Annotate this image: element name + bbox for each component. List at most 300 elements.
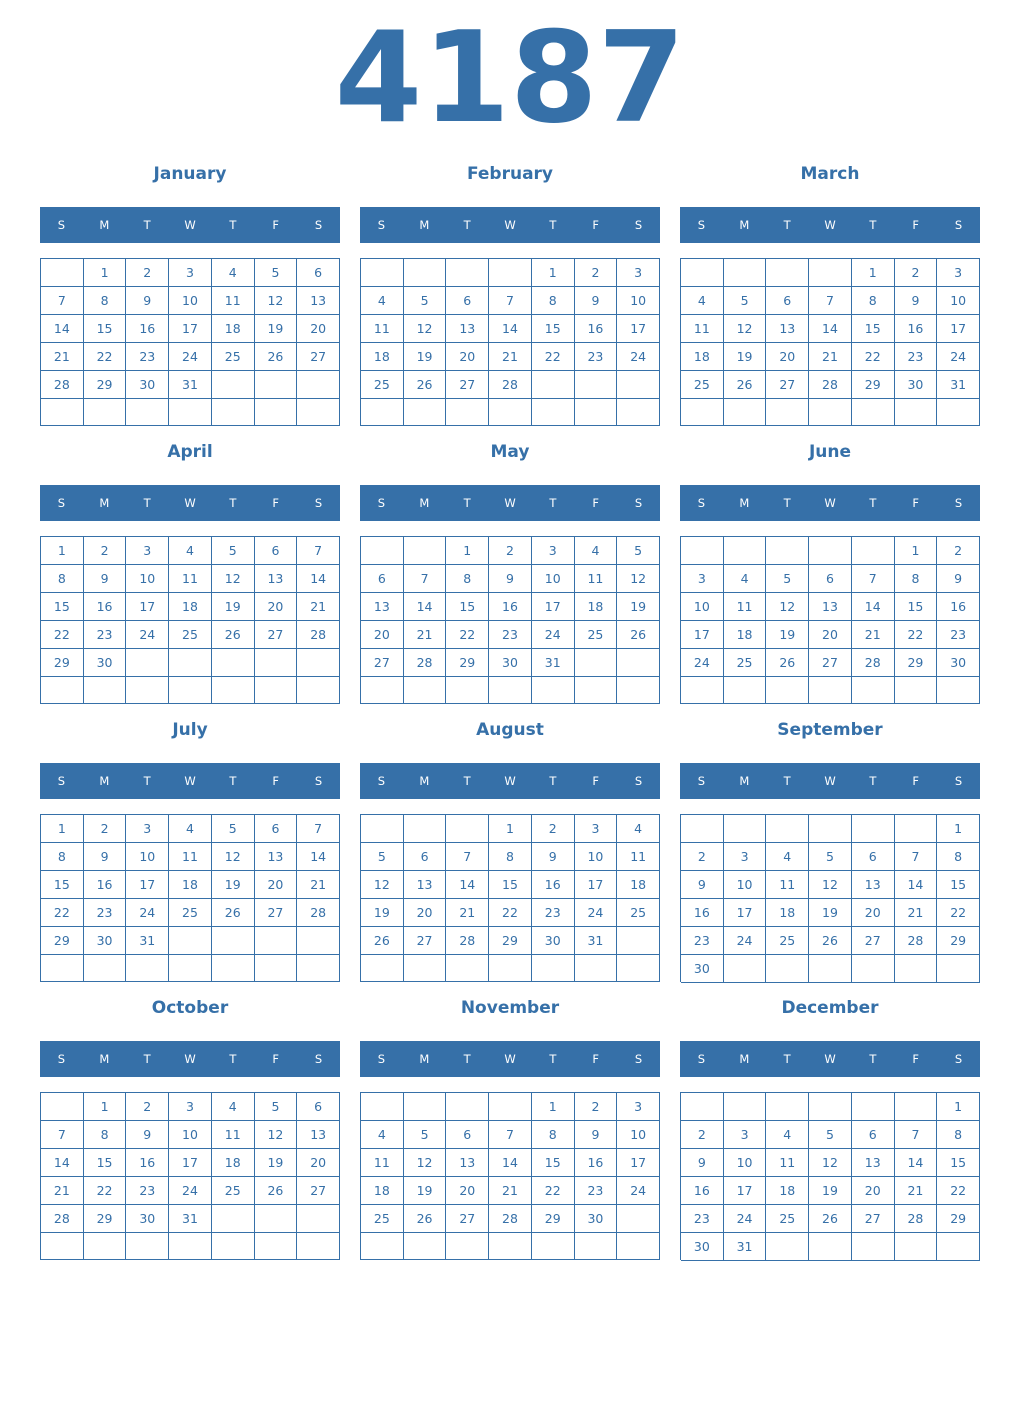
day-cell[interactable]: 16 [575,315,618,343]
day-cell[interactable]: 13 [255,843,298,871]
day-cell[interactable]: 11 [169,565,212,593]
day-cell[interactable]: 5 [404,287,447,315]
day-cell[interactable]: 9 [84,843,127,871]
day-cell[interactable]: 8 [41,843,84,871]
day-cell[interactable]: 23 [575,1177,618,1205]
day-cell[interactable]: 8 [446,565,489,593]
day-cell[interactable]: 31 [169,1205,212,1233]
day-cell[interactable]: 20 [852,1177,895,1205]
day-cell[interactable]: 11 [724,593,767,621]
day-cell[interactable]: 2 [937,537,980,565]
day-cell[interactable]: 12 [404,1149,447,1177]
day-cell[interactable]: 14 [489,315,532,343]
day-cell[interactable]: 13 [361,593,404,621]
day-cell[interactable]: 29 [852,371,895,399]
day-cell[interactable]: 27 [361,649,404,677]
day-cell[interactable]: 11 [617,843,660,871]
day-cell[interactable]: 19 [724,343,767,371]
day-cell[interactable]: 18 [212,1149,255,1177]
day-cell[interactable]: 10 [169,1121,212,1149]
day-cell[interactable]: 19 [361,899,404,927]
day-cell[interactable]: 8 [41,565,84,593]
day-cell[interactable]: 5 [361,843,404,871]
day-cell[interactable]: 2 [126,259,169,287]
day-cell[interactable]: 30 [126,1205,169,1233]
day-cell[interactable]: 24 [532,621,575,649]
day-cell[interactable]: 15 [446,593,489,621]
day-cell[interactable]: 14 [297,843,340,871]
day-cell[interactable]: 27 [766,371,809,399]
day-cell[interactable]: 18 [766,1177,809,1205]
day-cell[interactable]: 5 [766,565,809,593]
day-cell[interactable]: 9 [532,843,575,871]
day-cell[interactable]: 3 [169,259,212,287]
day-cell[interactable]: 8 [84,287,127,315]
day-cell[interactable]: 22 [532,343,575,371]
day-cell[interactable]: 28 [852,649,895,677]
day-cell[interactable]: 8 [489,843,532,871]
day-cell[interactable]: 18 [361,1177,404,1205]
day-cell[interactable]: 4 [169,537,212,565]
day-cell[interactable]: 21 [297,871,340,899]
day-cell[interactable]: 3 [532,537,575,565]
day-cell[interactable]: 10 [724,871,767,899]
day-cell[interactable]: 12 [617,565,660,593]
day-cell[interactable]: 23 [126,1177,169,1205]
day-cell[interactable]: 30 [681,955,724,983]
day-cell[interactable]: 24 [724,1205,767,1233]
day-cell[interactable]: 31 [724,1233,767,1261]
day-cell[interactable]: 15 [41,593,84,621]
day-cell[interactable]: 27 [255,899,298,927]
day-cell[interactable]: 8 [84,1121,127,1149]
day-cell[interactable]: 4 [212,1093,255,1121]
day-cell[interactable]: 11 [212,287,255,315]
day-cell[interactable]: 12 [361,871,404,899]
day-cell[interactable]: 28 [809,371,852,399]
day-cell[interactable]: 2 [532,815,575,843]
day-cell[interactable]: 28 [489,371,532,399]
day-cell[interactable]: 4 [575,537,618,565]
day-cell[interactable]: 29 [532,1205,575,1233]
day-cell[interactable]: 16 [84,871,127,899]
day-cell[interactable]: 7 [852,565,895,593]
day-cell[interactable]: 16 [532,871,575,899]
day-cell[interactable]: 23 [681,927,724,955]
day-cell[interactable]: 14 [404,593,447,621]
day-cell[interactable]: 22 [937,899,980,927]
day-cell[interactable]: 3 [617,259,660,287]
day-cell[interactable]: 26 [724,371,767,399]
day-cell[interactable]: 23 [84,899,127,927]
day-cell[interactable]: 11 [575,565,618,593]
day-cell[interactable]: 5 [255,259,298,287]
day-cell[interactable]: 9 [575,1121,618,1149]
day-cell[interactable]: 8 [895,565,938,593]
day-cell[interactable]: 10 [126,565,169,593]
day-cell[interactable]: 10 [681,593,724,621]
day-cell[interactable]: 14 [895,1149,938,1177]
day-cell[interactable]: 11 [361,1149,404,1177]
day-cell[interactable]: 13 [766,315,809,343]
day-cell[interactable]: 10 [532,565,575,593]
day-cell[interactable]: 30 [681,1233,724,1261]
day-cell[interactable]: 18 [212,315,255,343]
day-cell[interactable]: 30 [84,649,127,677]
day-cell[interactable]: 24 [126,899,169,927]
day-cell[interactable]: 1 [41,537,84,565]
day-cell[interactable]: 25 [681,371,724,399]
day-cell[interactable]: 7 [489,287,532,315]
day-cell[interactable]: 1 [532,1093,575,1121]
day-cell[interactable]: 17 [681,621,724,649]
day-cell[interactable]: 24 [617,343,660,371]
day-cell[interactable]: 7 [41,1121,84,1149]
day-cell[interactable]: 23 [937,621,980,649]
day-cell[interactable]: 28 [895,927,938,955]
day-cell[interactable]: 6 [446,287,489,315]
day-cell[interactable]: 26 [212,621,255,649]
day-cell[interactable]: 26 [255,343,298,371]
day-cell[interactable]: 25 [169,899,212,927]
day-cell[interactable]: 2 [681,843,724,871]
day-cell[interactable]: 25 [766,927,809,955]
day-cell[interactable]: 9 [895,287,938,315]
day-cell[interactable]: 31 [126,927,169,955]
day-cell[interactable]: 10 [724,1149,767,1177]
day-cell[interactable]: 15 [41,871,84,899]
day-cell[interactable]: 13 [852,871,895,899]
day-cell[interactable]: 21 [489,343,532,371]
day-cell[interactable]: 27 [809,649,852,677]
day-cell[interactable]: 31 [575,927,618,955]
day-cell[interactable]: 16 [681,899,724,927]
day-cell[interactable]: 25 [724,649,767,677]
day-cell[interactable]: 14 [895,871,938,899]
day-cell[interactable]: 28 [297,899,340,927]
day-cell[interactable]: 30 [126,371,169,399]
day-cell[interactable]: 26 [809,1205,852,1233]
day-cell[interactable]: 13 [446,315,489,343]
day-cell[interactable]: 18 [617,871,660,899]
day-cell[interactable]: 5 [724,287,767,315]
day-cell[interactable]: 16 [895,315,938,343]
day-cell[interactable]: 6 [404,843,447,871]
day-cell[interactable]: 26 [212,899,255,927]
day-cell[interactable]: 14 [41,1149,84,1177]
day-cell[interactable]: 19 [212,593,255,621]
day-cell[interactable]: 19 [809,899,852,927]
day-cell[interactable]: 28 [895,1205,938,1233]
day-cell[interactable]: 6 [809,565,852,593]
day-cell[interactable]: 4 [724,565,767,593]
day-cell[interactable]: 15 [489,871,532,899]
day-cell[interactable]: 5 [212,815,255,843]
day-cell[interactable]: 27 [297,1177,340,1205]
day-cell[interactable]: 26 [361,927,404,955]
day-cell[interactable]: 30 [575,1205,618,1233]
day-cell[interactable]: 16 [84,593,127,621]
day-cell[interactable]: 20 [297,1149,340,1177]
day-cell[interactable]: 5 [809,843,852,871]
day-cell[interactable]: 26 [404,1205,447,1233]
day-cell[interactable]: 12 [766,593,809,621]
day-cell[interactable]: 20 [852,899,895,927]
day-cell[interactable]: 10 [937,287,980,315]
day-cell[interactable]: 6 [852,843,895,871]
day-cell[interactable]: 13 [404,871,447,899]
day-cell[interactable]: 15 [532,315,575,343]
day-cell[interactable]: 11 [766,1149,809,1177]
day-cell[interactable]: 2 [681,1121,724,1149]
day-cell[interactable]: 7 [41,287,84,315]
day-cell[interactable]: 21 [895,899,938,927]
day-cell[interactable]: 15 [852,315,895,343]
day-cell[interactable]: 24 [575,899,618,927]
day-cell[interactable]: 26 [255,1177,298,1205]
day-cell[interactable]: 19 [212,871,255,899]
day-cell[interactable]: 18 [169,593,212,621]
day-cell[interactable]: 29 [937,927,980,955]
day-cell[interactable]: 11 [169,843,212,871]
day-cell[interactable]: 24 [937,343,980,371]
day-cell[interactable]: 14 [297,565,340,593]
day-cell[interactable]: 24 [724,927,767,955]
day-cell[interactable]: 26 [404,371,447,399]
day-cell[interactable]: 28 [404,649,447,677]
day-cell[interactable]: 1 [446,537,489,565]
day-cell[interactable]: 23 [532,899,575,927]
day-cell[interactable]: 4 [681,287,724,315]
day-cell[interactable]: 7 [297,537,340,565]
day-cell[interactable]: 14 [41,315,84,343]
day-cell[interactable]: 3 [681,565,724,593]
day-cell[interactable]: 4 [212,259,255,287]
day-cell[interactable]: 17 [724,899,767,927]
day-cell[interactable]: 25 [617,899,660,927]
day-cell[interactable]: 24 [169,1177,212,1205]
day-cell[interactable]: 13 [852,1149,895,1177]
day-cell[interactable]: 3 [937,259,980,287]
day-cell[interactable]: 18 [575,593,618,621]
day-cell[interactable]: 9 [575,287,618,315]
day-cell[interactable]: 8 [937,843,980,871]
day-cell[interactable]: 31 [169,371,212,399]
day-cell[interactable]: 6 [255,815,298,843]
day-cell[interactable]: 24 [617,1177,660,1205]
day-cell[interactable]: 20 [361,621,404,649]
day-cell[interactable]: 19 [766,621,809,649]
day-cell[interactable]: 7 [446,843,489,871]
day-cell[interactable]: 1 [532,259,575,287]
day-cell[interactable]: 18 [169,871,212,899]
day-cell[interactable]: 15 [937,1149,980,1177]
day-cell[interactable]: 17 [937,315,980,343]
day-cell[interactable]: 29 [84,1205,127,1233]
day-cell[interactable]: 23 [489,621,532,649]
day-cell[interactable]: 22 [852,343,895,371]
day-cell[interactable]: 7 [489,1121,532,1149]
day-cell[interactable]: 19 [404,343,447,371]
day-cell[interactable]: 14 [852,593,895,621]
day-cell[interactable]: 16 [681,1177,724,1205]
day-cell[interactable]: 23 [84,621,127,649]
day-cell[interactable]: 15 [84,1149,127,1177]
day-cell[interactable]: 4 [169,815,212,843]
day-cell[interactable]: 16 [489,593,532,621]
day-cell[interactable]: 16 [937,593,980,621]
day-cell[interactable]: 7 [895,1121,938,1149]
day-cell[interactable]: 29 [446,649,489,677]
day-cell[interactable]: 6 [361,565,404,593]
day-cell[interactable]: 31 [937,371,980,399]
day-cell[interactable]: 12 [255,287,298,315]
day-cell[interactable]: 16 [126,1149,169,1177]
day-cell[interactable]: 2 [575,259,618,287]
day-cell[interactable]: 29 [41,927,84,955]
day-cell[interactable]: 19 [255,315,298,343]
day-cell[interactable]: 21 [41,343,84,371]
day-cell[interactable]: 7 [297,815,340,843]
day-cell[interactable]: 14 [809,315,852,343]
day-cell[interactable]: 9 [489,565,532,593]
day-cell[interactable]: 10 [617,287,660,315]
day-cell[interactable]: 4 [766,1121,809,1149]
day-cell[interactable]: 1 [937,1093,980,1121]
day-cell[interactable]: 3 [724,843,767,871]
day-cell[interactable]: 17 [169,315,212,343]
day-cell[interactable]: 6 [446,1121,489,1149]
day-cell[interactable]: 16 [126,315,169,343]
day-cell[interactable]: 4 [361,287,404,315]
day-cell[interactable]: 29 [895,649,938,677]
day-cell[interactable]: 28 [297,621,340,649]
day-cell[interactable]: 15 [532,1149,575,1177]
day-cell[interactable]: 11 [681,315,724,343]
day-cell[interactable]: 25 [212,343,255,371]
day-cell[interactable]: 22 [84,1177,127,1205]
day-cell[interactable]: 18 [361,343,404,371]
day-cell[interactable]: 19 [255,1149,298,1177]
day-cell[interactable]: 7 [809,287,852,315]
day-cell[interactable]: 23 [126,343,169,371]
day-cell[interactable]: 30 [532,927,575,955]
day-cell[interactable]: 25 [361,1205,404,1233]
day-cell[interactable]: 2 [126,1093,169,1121]
day-cell[interactable]: 27 [255,621,298,649]
day-cell[interactable]: 21 [404,621,447,649]
day-cell[interactable]: 9 [681,871,724,899]
day-cell[interactable]: 6 [255,537,298,565]
day-cell[interactable]: 11 [361,315,404,343]
day-cell[interactable]: 5 [404,1121,447,1149]
day-cell[interactable]: 21 [41,1177,84,1205]
day-cell[interactable]: 25 [575,621,618,649]
day-cell[interactable]: 15 [937,871,980,899]
day-cell[interactable]: 29 [937,1205,980,1233]
day-cell[interactable]: 3 [126,537,169,565]
day-cell[interactable]: 1 [937,815,980,843]
day-cell[interactable]: 11 [212,1121,255,1149]
day-cell[interactable]: 3 [575,815,618,843]
day-cell[interactable]: 27 [446,1205,489,1233]
day-cell[interactable]: 31 [532,649,575,677]
day-cell[interactable]: 6 [852,1121,895,1149]
day-cell[interactable]: 12 [404,315,447,343]
day-cell[interactable]: 17 [126,871,169,899]
day-cell[interactable]: 3 [617,1093,660,1121]
day-cell[interactable]: 1 [852,259,895,287]
day-cell[interactable]: 27 [297,343,340,371]
day-cell[interactable]: 18 [766,899,809,927]
day-cell[interactable]: 3 [724,1121,767,1149]
day-cell[interactable]: 10 [575,843,618,871]
day-cell[interactable]: 5 [617,537,660,565]
day-cell[interactable]: 3 [126,815,169,843]
day-cell[interactable]: 19 [404,1177,447,1205]
day-cell[interactable]: 7 [895,843,938,871]
day-cell[interactable]: 5 [809,1121,852,1149]
day-cell[interactable]: 17 [126,593,169,621]
day-cell[interactable]: 6 [297,259,340,287]
day-cell[interactable]: 30 [937,649,980,677]
day-cell[interactable]: 23 [575,343,618,371]
day-cell[interactable]: 22 [489,899,532,927]
day-cell[interactable]: 15 [84,315,127,343]
day-cell[interactable]: 22 [895,621,938,649]
day-cell[interactable]: 1 [895,537,938,565]
day-cell[interactable]: 17 [724,1177,767,1205]
day-cell[interactable]: 18 [681,343,724,371]
day-cell[interactable]: 18 [724,621,767,649]
day-cell[interactable]: 5 [255,1093,298,1121]
day-cell[interactable]: 23 [895,343,938,371]
day-cell[interactable]: 20 [255,871,298,899]
day-cell[interactable]: 2 [575,1093,618,1121]
day-cell[interactable]: 14 [489,1149,532,1177]
day-cell[interactable]: 12 [212,565,255,593]
day-cell[interactable]: 10 [126,843,169,871]
day-cell[interactable]: 9 [937,565,980,593]
day-cell[interactable]: 11 [766,871,809,899]
day-cell[interactable]: 24 [126,621,169,649]
day-cell[interactable]: 5 [212,537,255,565]
day-cell[interactable]: 2 [84,537,127,565]
day-cell[interactable]: 27 [404,927,447,955]
day-cell[interactable]: 22 [41,621,84,649]
day-cell[interactable]: 17 [617,1149,660,1177]
day-cell[interactable]: 25 [361,371,404,399]
day-cell[interactable]: 13 [809,593,852,621]
day-cell[interactable]: 28 [446,927,489,955]
day-cell[interactable]: 1 [84,1093,127,1121]
day-cell[interactable]: 30 [895,371,938,399]
day-cell[interactable]: 29 [489,927,532,955]
day-cell[interactable]: 23 [681,1205,724,1233]
day-cell[interactable]: 25 [212,1177,255,1205]
day-cell[interactable]: 24 [169,343,212,371]
day-cell[interactable]: 9 [126,1121,169,1149]
day-cell[interactable]: 4 [766,843,809,871]
day-cell[interactable]: 27 [852,927,895,955]
day-cell[interactable]: 12 [255,1121,298,1149]
day-cell[interactable]: 4 [617,815,660,843]
day-cell[interactable]: 26 [809,927,852,955]
day-cell[interactable]: 21 [895,1177,938,1205]
day-cell[interactable]: 29 [84,371,127,399]
day-cell[interactable]: 13 [446,1149,489,1177]
day-cell[interactable]: 26 [617,621,660,649]
